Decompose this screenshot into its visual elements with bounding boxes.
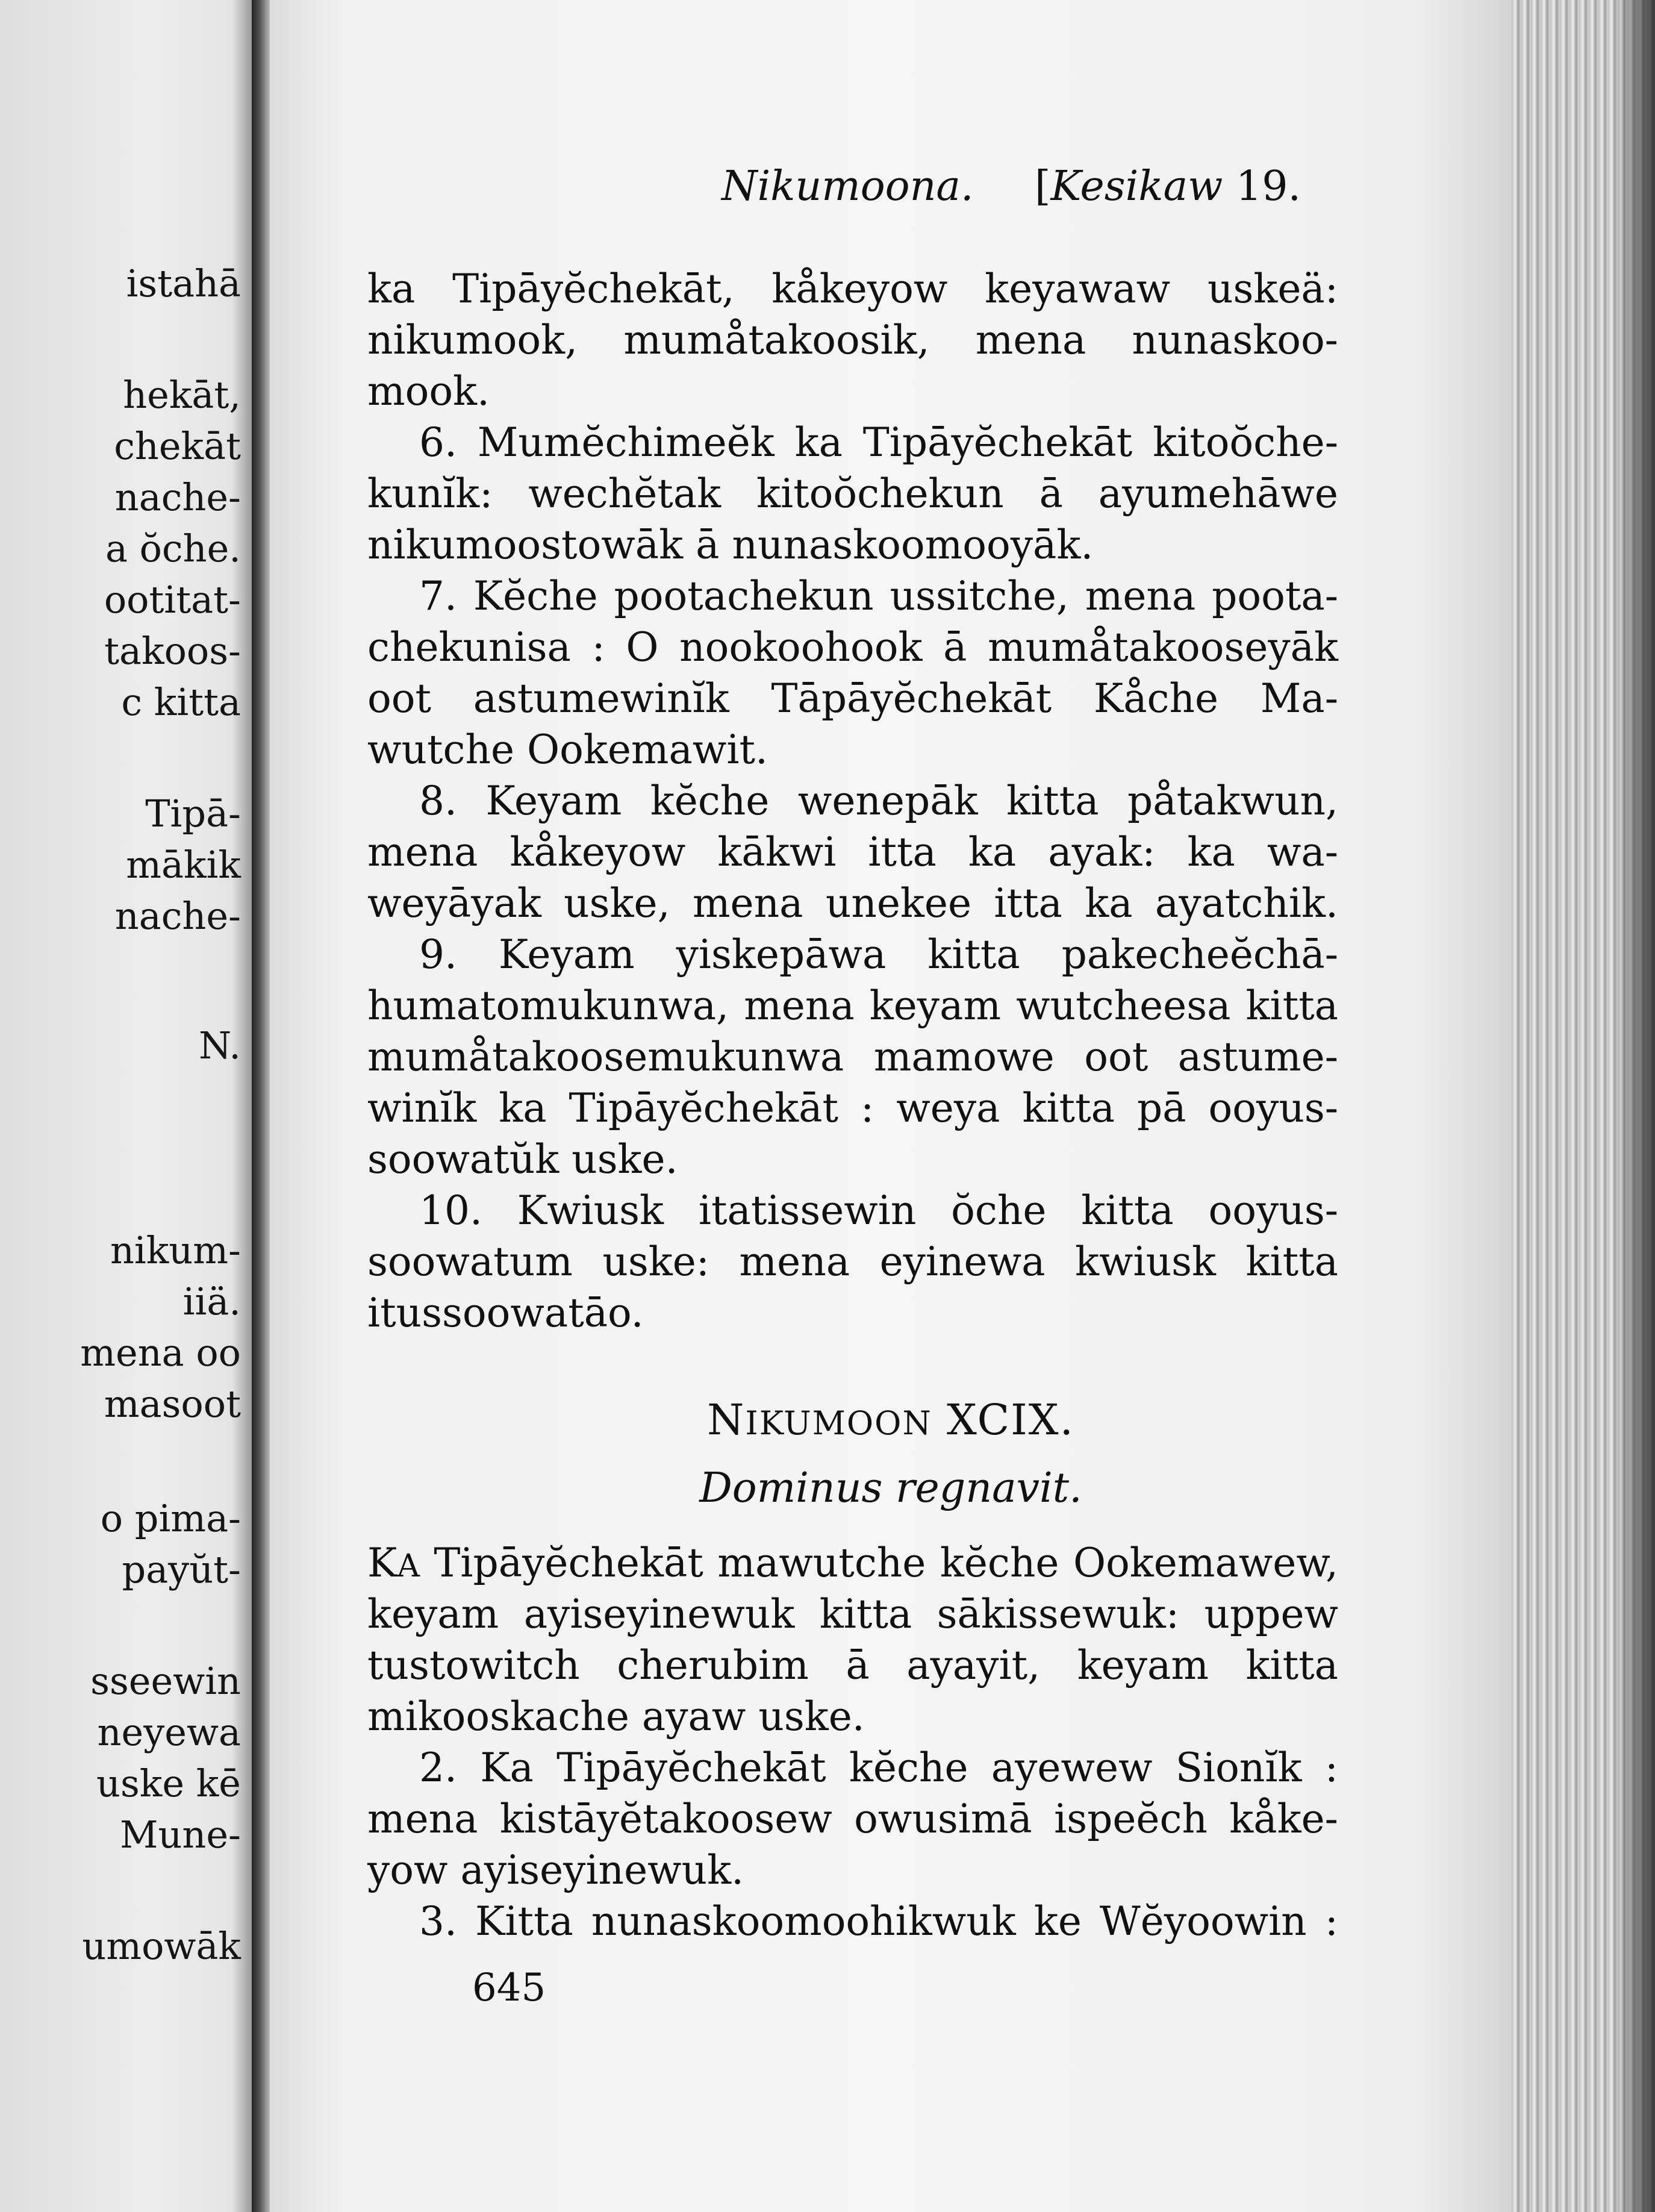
text-line: yow ayiseyinewuk.: [367, 1847, 744, 1893]
verse-7: 7. Kĕche pootachekun ussitche, mena poota-: [419, 573, 1338, 619]
page-number: 645: [472, 1966, 546, 2010]
text-line: mook.: [367, 368, 490, 414]
opening-bracket: [: [1035, 163, 1051, 210]
text-line: itussoowatāo.: [367, 1290, 644, 1336]
running-title: Nikumoona.: [722, 163, 974, 210]
date-reference: [1035, 163, 1301, 210]
text-line: soowatŭk uske.: [367, 1136, 678, 1183]
text-line: humatomukunwa, mena keyam wutcheesa kitta: [367, 983, 1338, 1029]
facing-page-line: chekāt: [114, 424, 241, 468]
running-header: [270, 163, 1512, 211]
facing-page: [0, 0, 252, 2212]
book-page: [270, 0, 1512, 2212]
facing-page-line: nikum-: [110, 1228, 241, 1272]
facing-page-line: umowāk: [82, 1924, 241, 1968]
psalm-number: XCIX.: [946, 1395, 1074, 1445]
text-line: oot astumewinĭk Tāpāyĕchekāt Kåche Ma-: [367, 675, 1338, 722]
facing-page-line: iiä.: [182, 1279, 241, 1323]
verse-6: 6. Mumĕchimeĕk ka Tipāyĕchekāt kitoŏche-: [419, 419, 1338, 466]
edge-shadow: [1614, 0, 1655, 2212]
opening-initial: K: [367, 1540, 397, 1586]
text-line: mumåtakoosemukunwa mamowe oot astume-: [367, 1034, 1338, 1080]
facing-page-line: nache-: [114, 475, 241, 519]
verse-10: 10. Kwiusk itatissewin ŏche kitta ooyus-: [419, 1187, 1338, 1234]
facing-page-line: hekāt,: [123, 373, 241, 417]
text-line: mena kåkeyow kākwi itta ka ayak: ka wa-: [367, 829, 1338, 875]
facing-page-line: mākik: [126, 843, 241, 887]
facing-page-line: takoos-: [104, 629, 241, 673]
verse-3: 3. Kitta nunaskoomoohikwuk ke Wĕyoowin :: [419, 1898, 1338, 1945]
text-line: wutche Ookemawit.: [367, 726, 768, 773]
facing-page-line: Tipā-: [145, 792, 241, 836]
text-line: chekunisa : O nookoohook ā mumåtakooseyāk: [367, 624, 1338, 670]
day-number: 19.: [1235, 163, 1301, 210]
facing-page-line: uske kē: [96, 1761, 241, 1805]
text-line: weyāyak uske, mena unekee itta ka ayatchik.: [367, 880, 1338, 926]
opening-line: [367, 1540, 1338, 1586]
facing-page-line: N.: [199, 1023, 241, 1067]
heading-initial: N: [707, 1395, 746, 1445]
verse-8: 8. Keyam kĕche wenepāk kitta påtakwun,: [419, 778, 1338, 824]
book-gutter: [252, 0, 270, 2212]
facing-page-line: ootitat-: [104, 578, 241, 622]
heading-smallcaps: IKUMOON: [745, 1404, 932, 1442]
facing-page-line: sseewin: [90, 1659, 241, 1703]
verse-2: 2. Ka Tipāyĕchekāt kĕche ayewew Sionĭk :: [419, 1745, 1338, 1791]
facing-page-line: masoot: [104, 1382, 241, 1426]
text-line: tustowitch cherubim ā ayayit, keyam kitta: [367, 1642, 1338, 1689]
opening-line-text: Tipāyĕchekāt mawutche kĕche Ookemawew,: [419, 1540, 1338, 1586]
opening-smallcap: A: [397, 1548, 420, 1584]
text-line: mikooskache ayaw uske.: [367, 1693, 865, 1740]
facing-page-line: Mune-: [120, 1813, 241, 1857]
text-line: mena kistāyĕtakoosew owusimā ispeĕch kåke-: [367, 1796, 1338, 1842]
verse-9: 9. Keyam yiskepāwa kitta pakecheĕchā-: [419, 931, 1338, 978]
facing-page-line: o pima-: [100, 1496, 241, 1540]
facing-page-line: a ŏche.: [105, 526, 241, 570]
text-line: winĭk ka Tipāyĕchekāt : weya kitta pā ooyus-: [367, 1085, 1338, 1131]
psalm-heading: [270, 1395, 1512, 1445]
facing-page-line: neyewa: [97, 1710, 241, 1754]
facing-page-line: nache-: [114, 894, 241, 938]
text-line: nikumoostowāk ā nunaskoomooyāk.: [367, 522, 1094, 568]
facing-page-line: c kitta: [121, 680, 241, 724]
month-name: Kesikaw: [1050, 163, 1223, 210]
text-line: kunĭk: wechĕtak kitoŏchekun ā ayumehāwe: [367, 470, 1338, 517]
facing-page-line: payŭt-: [122, 1548, 241, 1592]
text-line: keyam ayiseyinewuk kitta sākissewuk: uppew: [367, 1591, 1338, 1637]
text-line: nikumook, mumåtakoosik, mena nunaskoo-: [367, 317, 1338, 363]
text-line: soowatum uske: mena eyinewa kwiusk kitta: [367, 1239, 1338, 1285]
facing-page-line: mena oo: [80, 1331, 241, 1375]
text-line: ka Tipāyĕchekāt, kåkeyow keyawaw uskeä:: [367, 266, 1338, 312]
latin-title: Dominus regnavit.: [699, 1464, 1082, 1512]
facing-page-line: istahā: [126, 261, 241, 305]
